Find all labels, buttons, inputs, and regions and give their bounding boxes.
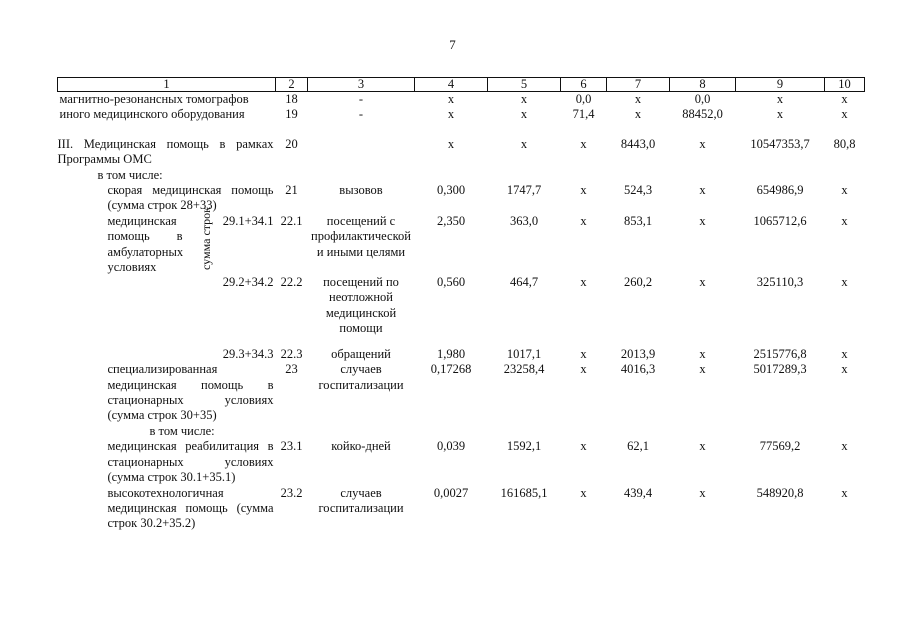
unit-cell [308,137,415,168]
value-cell: 8443,0 [620,136,656,151]
value-cell: 325110,3 [756,274,804,289]
value-cell: 0,17268 [430,362,472,377]
value-cell: х [634,107,642,122]
sum-rows-vertical-label: сумма строк [198,206,213,270]
value-cell: 260,2 [623,274,653,289]
unit-cell: - [358,92,364,106]
value-cell: х [841,274,848,289]
value-cell: х [580,346,587,361]
row-code: 20 [285,136,298,151]
value-cell: х [841,362,848,377]
table-row [58,168,865,183]
value-cell: 853,1 [623,213,653,228]
value-cell: 1592,1 [506,439,542,454]
unit-cell: посещений по неотложной медицинской помощи [323,274,399,336]
data-table [57,77,865,532]
row-code: 22.2 [280,274,303,289]
value-cell: х [447,136,455,151]
value-cell: 23258,4 [503,362,545,377]
value-cell: х [580,183,587,198]
unit-cell: - [358,107,364,122]
value-cell: х [520,136,528,151]
col-header: 6 [561,78,607,92]
value-cell: х [699,213,706,228]
row-code: 22.1 [280,213,303,228]
value-cell: х [447,92,455,106]
table-row [58,92,865,108]
col-header: 7 [607,78,670,92]
table-row [58,362,865,424]
unit-cell: койко-дней [331,439,391,454]
table-row [58,183,865,214]
spacer-row [58,123,865,137]
value-cell: 464,7 [509,274,539,289]
value-cell: х [699,136,706,151]
section-row [58,137,865,168]
value-cell: 4016,3 [620,362,656,377]
row-code: 23.2 [280,485,303,500]
col-header: 9 [736,78,825,92]
table-row [58,107,865,122]
col-header: 1 [58,78,276,92]
value-cell: х [841,485,848,500]
group-label: медицинская помощь в амбулаторных условиях [107,213,184,275]
value-cell: х [580,485,587,500]
unit-cell: посещений с профилактической и иными целями [311,213,411,259]
value-cell: 2,350 [436,213,466,228]
value-cell: х [580,362,587,377]
col-header: 3 [308,78,415,92]
row-label: магнитно-резонансных томографов [59,92,249,106]
value-cell: 1747,7 [506,183,542,198]
unit-cell: обращений [331,346,391,361]
value-cell: 161685,1 [500,485,548,500]
value-cell: 439,4 [623,485,653,500]
value-cell: х [776,107,784,122]
row-code: 21 [285,183,298,198]
col-header: 10 [825,78,865,92]
value-cell: х [580,213,587,228]
value-cell: 10547353,7 [750,136,810,151]
row-code: 23 [285,362,298,377]
value-cell: 0,560 [436,274,466,289]
value-cell: х [634,92,642,106]
value-cell: 0,300 [436,183,466,198]
value-cell: 5017289,3 [753,362,807,377]
including-label: в том числе: [149,423,215,438]
value-cell: 0,039 [436,439,466,454]
value-cell: х [580,439,587,454]
value-cell: х [699,183,706,198]
value-cell: х [841,346,848,361]
value-cell: 71,4 [572,107,595,122]
value-cell: х [447,107,455,122]
value-cell: х [776,92,784,106]
sum-code: 29.2+34.2 [222,274,274,289]
value-cell: 1065712,6 [753,213,807,228]
value-cell: х [580,136,587,151]
value-cell: х [580,274,587,289]
value-cell: х [841,183,848,198]
value-cell: х [841,92,848,106]
row-label: скорая медицинская помощь (сумма строк 28+33) [107,183,274,213]
value-cell: 0,0 [575,92,592,106]
unit-cell: случаев госпитализации [318,362,404,392]
value-cell: 524,3 [623,183,653,198]
table-row [58,486,865,532]
row-code: 19 [285,107,298,122]
row-label: медицинская реабилитация в стационарных условиях (сумма строк 30.1+35.1) [107,439,274,485]
row-code: 18 [285,92,298,106]
value-cell: 363,0 [509,213,539,228]
value-cell: 80,8 [833,136,856,151]
value-cell: 0,0027 [433,485,469,500]
value-cell: х [699,346,706,361]
sum-code: 29.1+34.1 [222,213,274,228]
value-cell: 548920,8 [756,485,804,500]
value-cell: х [520,107,528,122]
col-header: 2 [276,78,308,92]
row-label: специализированная медицинская помощь в стационарных условиях (сумма строк 30+35) [107,362,274,423]
value-cell: х [699,362,706,377]
row-label: высокотехнологичная медицинская помощь (сумма строк 30.2+35.2) [107,485,274,531]
row-label: иного медицинского оборудования [59,107,245,122]
value-cell: 1017,1 [506,346,542,361]
value-cell: х [520,92,528,106]
including-label: в том числе: [97,167,163,182]
row-code: 22.3 [280,346,303,361]
group-label-cell [58,206,276,362]
table-row [58,439,865,485]
sum-code: 29.3+34.3 [222,346,274,361]
col-header: 8 [670,78,736,92]
value-cell: х [841,439,848,454]
table-row [58,214,865,275]
table-row [58,424,865,439]
value-cell: 654986,9 [756,183,804,198]
col-header: 5 [488,78,561,92]
value-cell: х [841,107,848,122]
section-title: III. Медицинская помощь в рамках Программы ОМС [57,136,274,167]
value-cell: х [699,439,706,454]
value-cell: 1,980 [436,346,466,361]
value-cell: 2515776,8 [753,346,807,361]
value-cell: 62,1 [627,439,649,454]
value-cell: х [699,274,706,289]
value-cell: 88452,0 [682,107,723,122]
value-cell: 0,0 [694,92,711,106]
value-cell: 77569,2 [759,439,801,454]
value-cell: 2013,9 [620,346,656,361]
header-row [58,78,865,92]
row-code: 23.1 [280,439,303,454]
unit-cell: случаев госпитализации [318,485,404,515]
value-cell: х [699,485,706,500]
col-header: 4 [415,78,488,92]
value-cell: х [841,213,848,228]
unit-cell: вызовов [339,183,383,198]
page-number: 7 [449,37,456,52]
